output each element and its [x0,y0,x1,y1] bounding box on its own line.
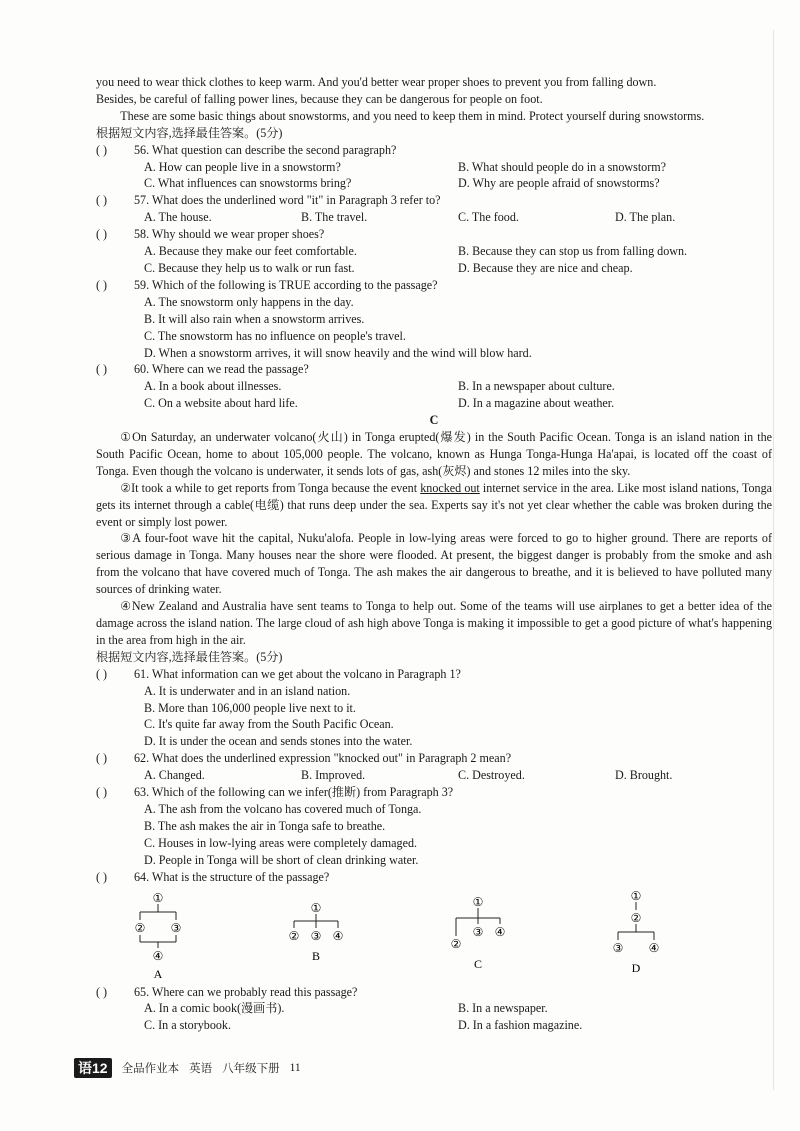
node-1: ① [472,894,484,909]
intro-paragraph-2: These are some basic things about snowstorms, and you need to keep them in mind. Protect yourself during snowstorms. [120,108,705,123]
stem-text: in Paragraph 3 refer to? [323,193,441,208]
answer-blank-64[interactable]: ( ) [96,869,108,884]
answer-blank-62[interactable]: ( ) [96,751,108,766]
option-b: B. The ash makes the air in Tonga safe to breathe. [144,818,386,833]
question-61 [96,666,772,683]
option-a: A. The ash from the volcano has covered much of Tonga. [144,801,422,816]
question-63 [96,784,772,801]
option-b: B. It will also rain when a snowstorm arrives. [144,311,365,326]
node-3: ③ [170,920,182,935]
diagram-label-c: C [473,956,483,971]
passage-c-paragraph-1: ①On Saturday, an underwater volcano(火山) in Tonga erupted(爆发) in the South Pacific Ocean. Tonga is an island nation in the South Pacific Ocean, home to about 105,000 people. The volcano, known as Hunga Tonga-Hunga Ha'apai, is located off the coast of Tonga. Even though the volcano is underwater, it sends lots of gas, ash(灰烬) and stones 12 miles into the sky. [96,430,772,478]
book-title: 全品作业本 [121,1063,180,1075]
answer-blank-61[interactable]: ( ) [96,666,108,681]
page-footer [74,1058,311,1078]
option-c: C. In a storybook. [144,1018,232,1033]
diagram-label-d: D [631,960,641,975]
node-4: ④ [494,924,506,939]
node-2: ② [450,936,462,951]
option-c: C. Destroyed. [458,768,525,783]
question-stem: 65. Where can we probably read this passage? [134,984,358,999]
question-stem: 58. Why should we wear proper shoes? [134,227,325,242]
options-63 [96,801,772,869]
option-c: C. The food. [458,210,519,225]
question-58 [96,226,772,243]
option-a: A. The snowstorm only happens in the day. [144,294,354,309]
answer-blank-58[interactable]: ( ) [96,227,108,242]
node-2: ② [288,928,300,943]
option-b: B. What should people do in a snowstorm? [458,159,667,174]
structure-diagram-b [276,888,426,984]
subject-label: 英语 [189,1063,213,1075]
option-d: D. In a magazine about weather. [458,396,615,411]
answer-blank-57[interactable]: ( ) [96,193,108,208]
option-c: C. Because they help us to walk or run fast. [144,260,355,275]
question-57 [96,192,772,209]
intro-line-1: you need to wear thick clothes to keep warm. And you'd better wear proper shoes to prevent you from falling down. [96,75,657,89]
page-number: 11 [289,1062,301,1074]
question-59 [96,277,772,294]
node-1: ① [310,900,322,915]
options-58 [96,243,772,277]
option-b: B. Because they can stop us from falling down. [458,244,688,259]
option-b: B. The travel. [301,210,368,225]
node-3: ③ [472,924,484,939]
passage-c-paragraph-2 [96,480,772,531]
option-d: D. In a fashion magazine. [458,1018,583,1033]
option-c: C. What influences can snowstorms bring? [144,176,352,191]
option-d: D. It is under the ocean and sends stones into the water. [144,734,413,749]
instruction-c: 根据短文内容,选择最佳答案。(5分) [96,649,283,664]
answer-blank-65[interactable]: ( ) [96,984,108,999]
option-d: D. Why are people afraid of snowstorms? [458,176,660,191]
option-d: D. Brought. [615,768,673,783]
structure-diagram-d [576,888,726,984]
paragraph-text: ②It took a while to get reports from Tonga because the event [120,480,421,495]
passage-c-paragraph-3: ③A four-foot wave hit the capital, Nuku'alofa. People in low-lying areas were forced to go to higher ground. There are reports of serious damage in Tonga. Many houses near the shore were flooded. At present, the biggest danger is probably from the smoke and ash from the volcano that have covered much of Tonga. The ash makes the air dangerous to breathe, and it is believed to have polluted many sources of drinking water. [96,531,772,597]
node-4: ④ [648,940,660,955]
options-56 [96,159,772,193]
option-b: B. Improved. [301,768,366,783]
option-a: A. Because they make our feet comfortable. [144,244,357,259]
answer-blank-63[interactable]: ( ) [96,785,108,800]
underlined-expression: knocked out [420,480,480,495]
option-c: C. It's quite far away from the South Pacific Ocean. [144,717,394,732]
option-a: A. How can people live in a snowstorm? [144,159,341,174]
question-65 [96,984,772,1001]
option-c: C. Houses in low-lying areas were completely damaged. [144,835,418,850]
question-stem: 56. What question can describe the second paragraph? [134,142,397,157]
option-d: D. The plan. [615,210,676,225]
node-4: ④ [152,948,164,963]
question-stem: 64. What is the structure of the passage? [134,869,330,884]
answer-blank-60[interactable]: ( ) [96,362,108,377]
structure-diagrams [96,888,772,984]
options-57 [96,209,772,226]
node-1: ① [152,890,164,905]
options-59 [96,294,772,362]
question-62 [96,750,772,767]
option-d: D. Because they are nice and cheap. [458,260,633,275]
option-a: A. In a book about illnesses. [144,379,282,394]
options-65 [96,1000,772,1034]
node-2: ② [134,920,146,935]
stem-quoted-word: "it" [306,193,324,208]
option-b: B. In a newspaper about culture. [458,379,615,394]
passage-c-paragraph-4: ④New Zealand and Australia have sent teams to Tonga to help out. Some of the teams will use airplanes to get a better idea of the damage across the island nation. The large cloud of ash high above Tonga is making it impossible to get a good picture of what's happening in the area from high in the air. [96,599,772,647]
diagram-label-a: A [153,966,163,981]
option-a: A. It is underwater and in an island nation. [144,683,351,698]
node-3: ③ [612,940,624,955]
option-a: A. In a comic book(漫画书). [144,1001,285,1016]
page-edge-shadow [773,30,774,1090]
page-tag: 语12 [74,1058,112,1078]
question-stem: 59. Which of the following is TRUE according to the passage? [134,277,438,292]
option-c: C. The snowstorm has no influence on people's travel. [144,328,406,343]
question-60 [96,361,772,378]
question-stem: 61. What information can we get about the volcano in Paragraph 1? [134,666,461,681]
options-62 [96,767,772,784]
node-3: ③ [310,928,322,943]
question-stem: 60. Where can we read the passage? [134,362,309,377]
options-61 [96,683,772,751]
stem-text: 57. What does the underlined word [134,193,307,208]
option-d: D. When a snowstorm arrives, it will snow heavily and the wind will blow hard. [144,345,532,360]
document-content [96,74,772,1034]
structure-diagram-c [426,888,576,984]
question-stem: 63. Which of the following can we infer(推断) from Paragraph 3? [134,785,454,800]
question-56 [96,142,772,159]
structure-diagram-a [126,888,276,984]
option-b: B. More than 106,000 people live next to it. [144,700,356,715]
paragraph-text: internet service in the area. Like most island nations, Tonga gets its internet through a cable(电缆) that runs deep under the sea. Experts say it's not yet clear whether the cable was broken during the event or simply lost power. [96,480,772,529]
node-1: ① [630,888,642,903]
option-a: A. The house. [144,210,212,225]
answer-blank-59[interactable]: ( ) [96,277,108,292]
section-heading-c: C [429,413,439,428]
option-b: B. In a newspaper. [458,1001,548,1016]
option-a: A. Changed. [144,768,205,783]
options-60 [96,378,772,412]
intro-line-2: Besides, be careful of falling power lines, because they can be dangerous for people on foot. [96,91,543,106]
instruction-b: 根据短文内容,选择最佳答案。(5分) [96,125,283,140]
question-64 [96,869,772,886]
node-2: ② [630,910,642,925]
question-stem: 62. What does the underlined expression "knocked out" in Paragraph 2 mean? [134,751,512,766]
grade-label: 八年级下册 [222,1063,280,1075]
diagram-label-b: B [311,948,321,963]
option-c: C. On a website about hard life. [144,396,298,411]
question-stem [134,193,441,207]
node-4: ④ [332,928,344,943]
answer-blank-56[interactable]: ( ) [96,142,108,157]
option-d: D. People in Tonga will be short of clean drinking water. [144,852,419,867]
